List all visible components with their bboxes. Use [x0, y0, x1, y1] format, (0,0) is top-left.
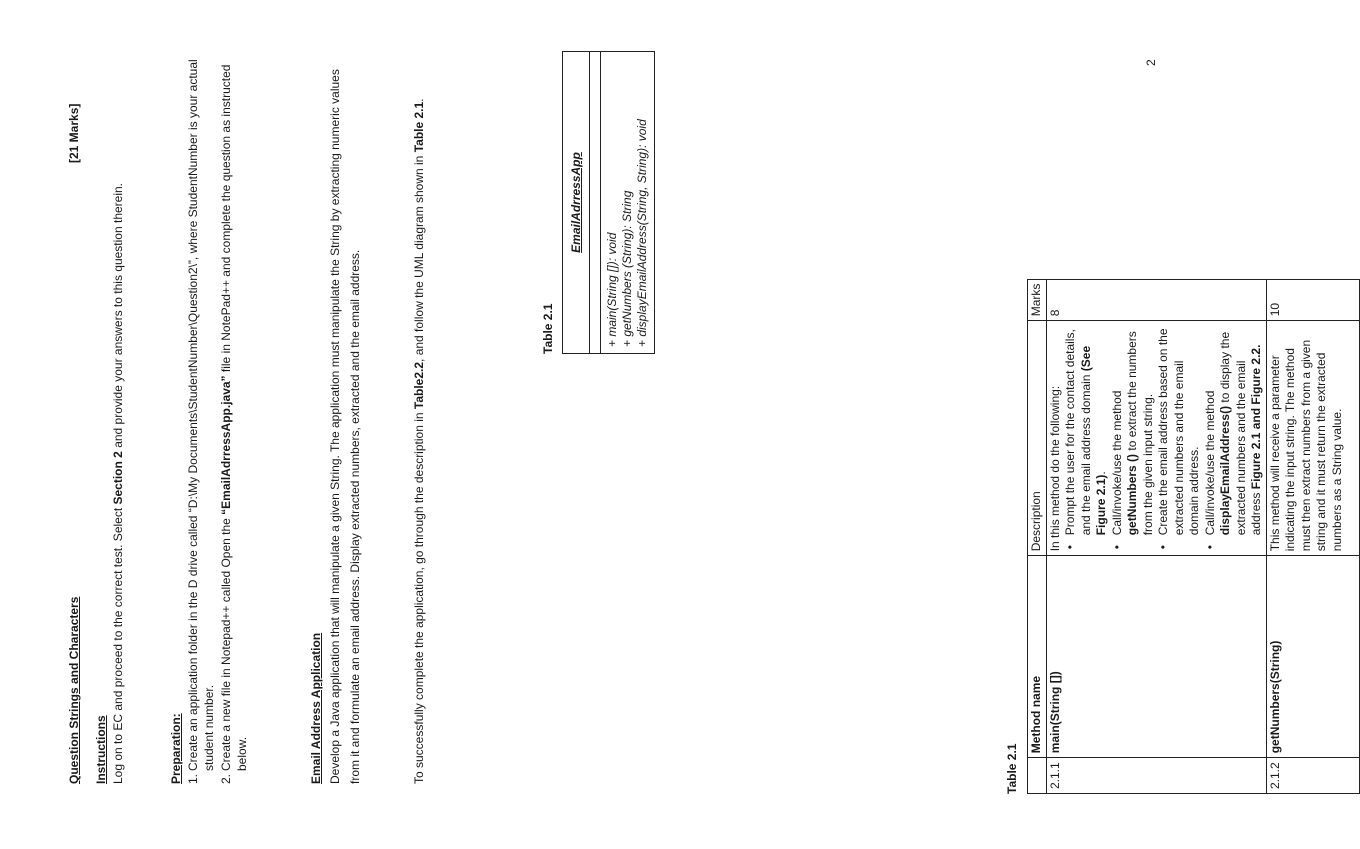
method-marks: 10 [1266, 279, 1360, 321]
table-row [1046, 279, 1266, 793]
uml-op: + displayEmailAddress(String, String): void [635, 119, 649, 347]
method-name: getNumbers(String) [1266, 556, 1360, 758]
table-header [1028, 758, 1047, 794]
method-marks: 8 [1046, 279, 1266, 321]
page-number: 2 [1144, 59, 1158, 66]
preparation-item-2: 2. Create a new file in Notepad++ called Open the “EmailAdrressApp.java” file in NotePad++ and complete the question as instructed below. [218, 64, 249, 784]
table-header-row [1028, 279, 1047, 793]
instructions-text: Log on to EC and proceed to the correct test. Select Section 2 and provide your answers to this question therein. [110, 182, 125, 784]
method-description: In this method do the following: • Prompt the user for the contact details, and the email address domain (See Figure 2.1). • Call/invoke/use the method getNumbers () to extract the numbers from the given input string. • Create the email address based on the extracted numbers and the email domain address. • Call/invoke/use the method displayEmailAddress() to display the extracted numbers and the email address Figure 2.1 and Figure 2.2. [1046, 321, 1266, 556]
list-item: • Call/invoke/use the method displayEmailAddress() to display the extracted numbers and the email address Figure 2.1 and Figure 2.2. [1203, 325, 1265, 551]
uml-op: + getNumbers (String): String [620, 190, 634, 347]
list-item: • Create the email address based on the extracted numbers and the email domain address. [1156, 325, 1203, 551]
uml-class-diagram [562, 51, 655, 354]
preparation-section [168, 49, 251, 784]
list-item: • Prompt the user for the contact details, and the email address domain (See Figure 2.1). [1063, 325, 1110, 551]
table-header: Method name [1028, 556, 1047, 758]
table-row [1266, 279, 1360, 793]
table-caption: Table 2.1 [1005, 743, 1019, 794]
instructions-section [93, 49, 126, 784]
complete-instructions [411, 44, 428, 784]
uml-caption: Table 2.1 [541, 303, 555, 354]
marks-label: [21 Marks] [67, 103, 81, 163]
row-number: 2.1.1 [1046, 758, 1266, 794]
uml-operations [601, 52, 654, 353]
preparation-item-1: 1. Create an application folder in the D drive called “D:\My Documents\StudentNumber\Question2\”, where StudentNumber is your actual student number. [185, 59, 216, 784]
uml-class-name: EmailAdrressApp [563, 52, 590, 353]
question-title: Question Strings and Characters [67, 596, 81, 784]
methods-table [1027, 279, 1360, 794]
uml-op: + main(String []): void [605, 232, 619, 347]
method-name: main(String []) [1046, 556, 1266, 758]
email-app-text: Develop a Java application that will manipulate a given String. The application must manipulate the String by extracting numeric values from it and formulate an email address. Display extracted numbers, extracted and the email address. [327, 69, 362, 784]
email-app-section [308, 44, 365, 784]
uml-attributes [590, 52, 601, 353]
instructions-heading: Instructions [94, 715, 108, 784]
list-item: • Call/invoke/use the method getNumbers () to extract the numbers from the given input string. [1110, 325, 1157, 551]
preparation-heading: Preparation: [169, 713, 183, 784]
table-header: Marks [1028, 279, 1047, 321]
complete-text: To successfully complete the application, go through the description in Table2.2, and follow the UML diagram shown in Table 2.1. [412, 98, 426, 784]
table-header: Description [1028, 321, 1047, 556]
method-description: This method will receive a parameter indicating the input string. The method must then extract numbers from a given string and it must return the extracted numbers as a String value. [1266, 321, 1360, 556]
row-number: 2.1.2 [1266, 758, 1360, 794]
email-app-heading: Email Address Application [309, 632, 323, 784]
